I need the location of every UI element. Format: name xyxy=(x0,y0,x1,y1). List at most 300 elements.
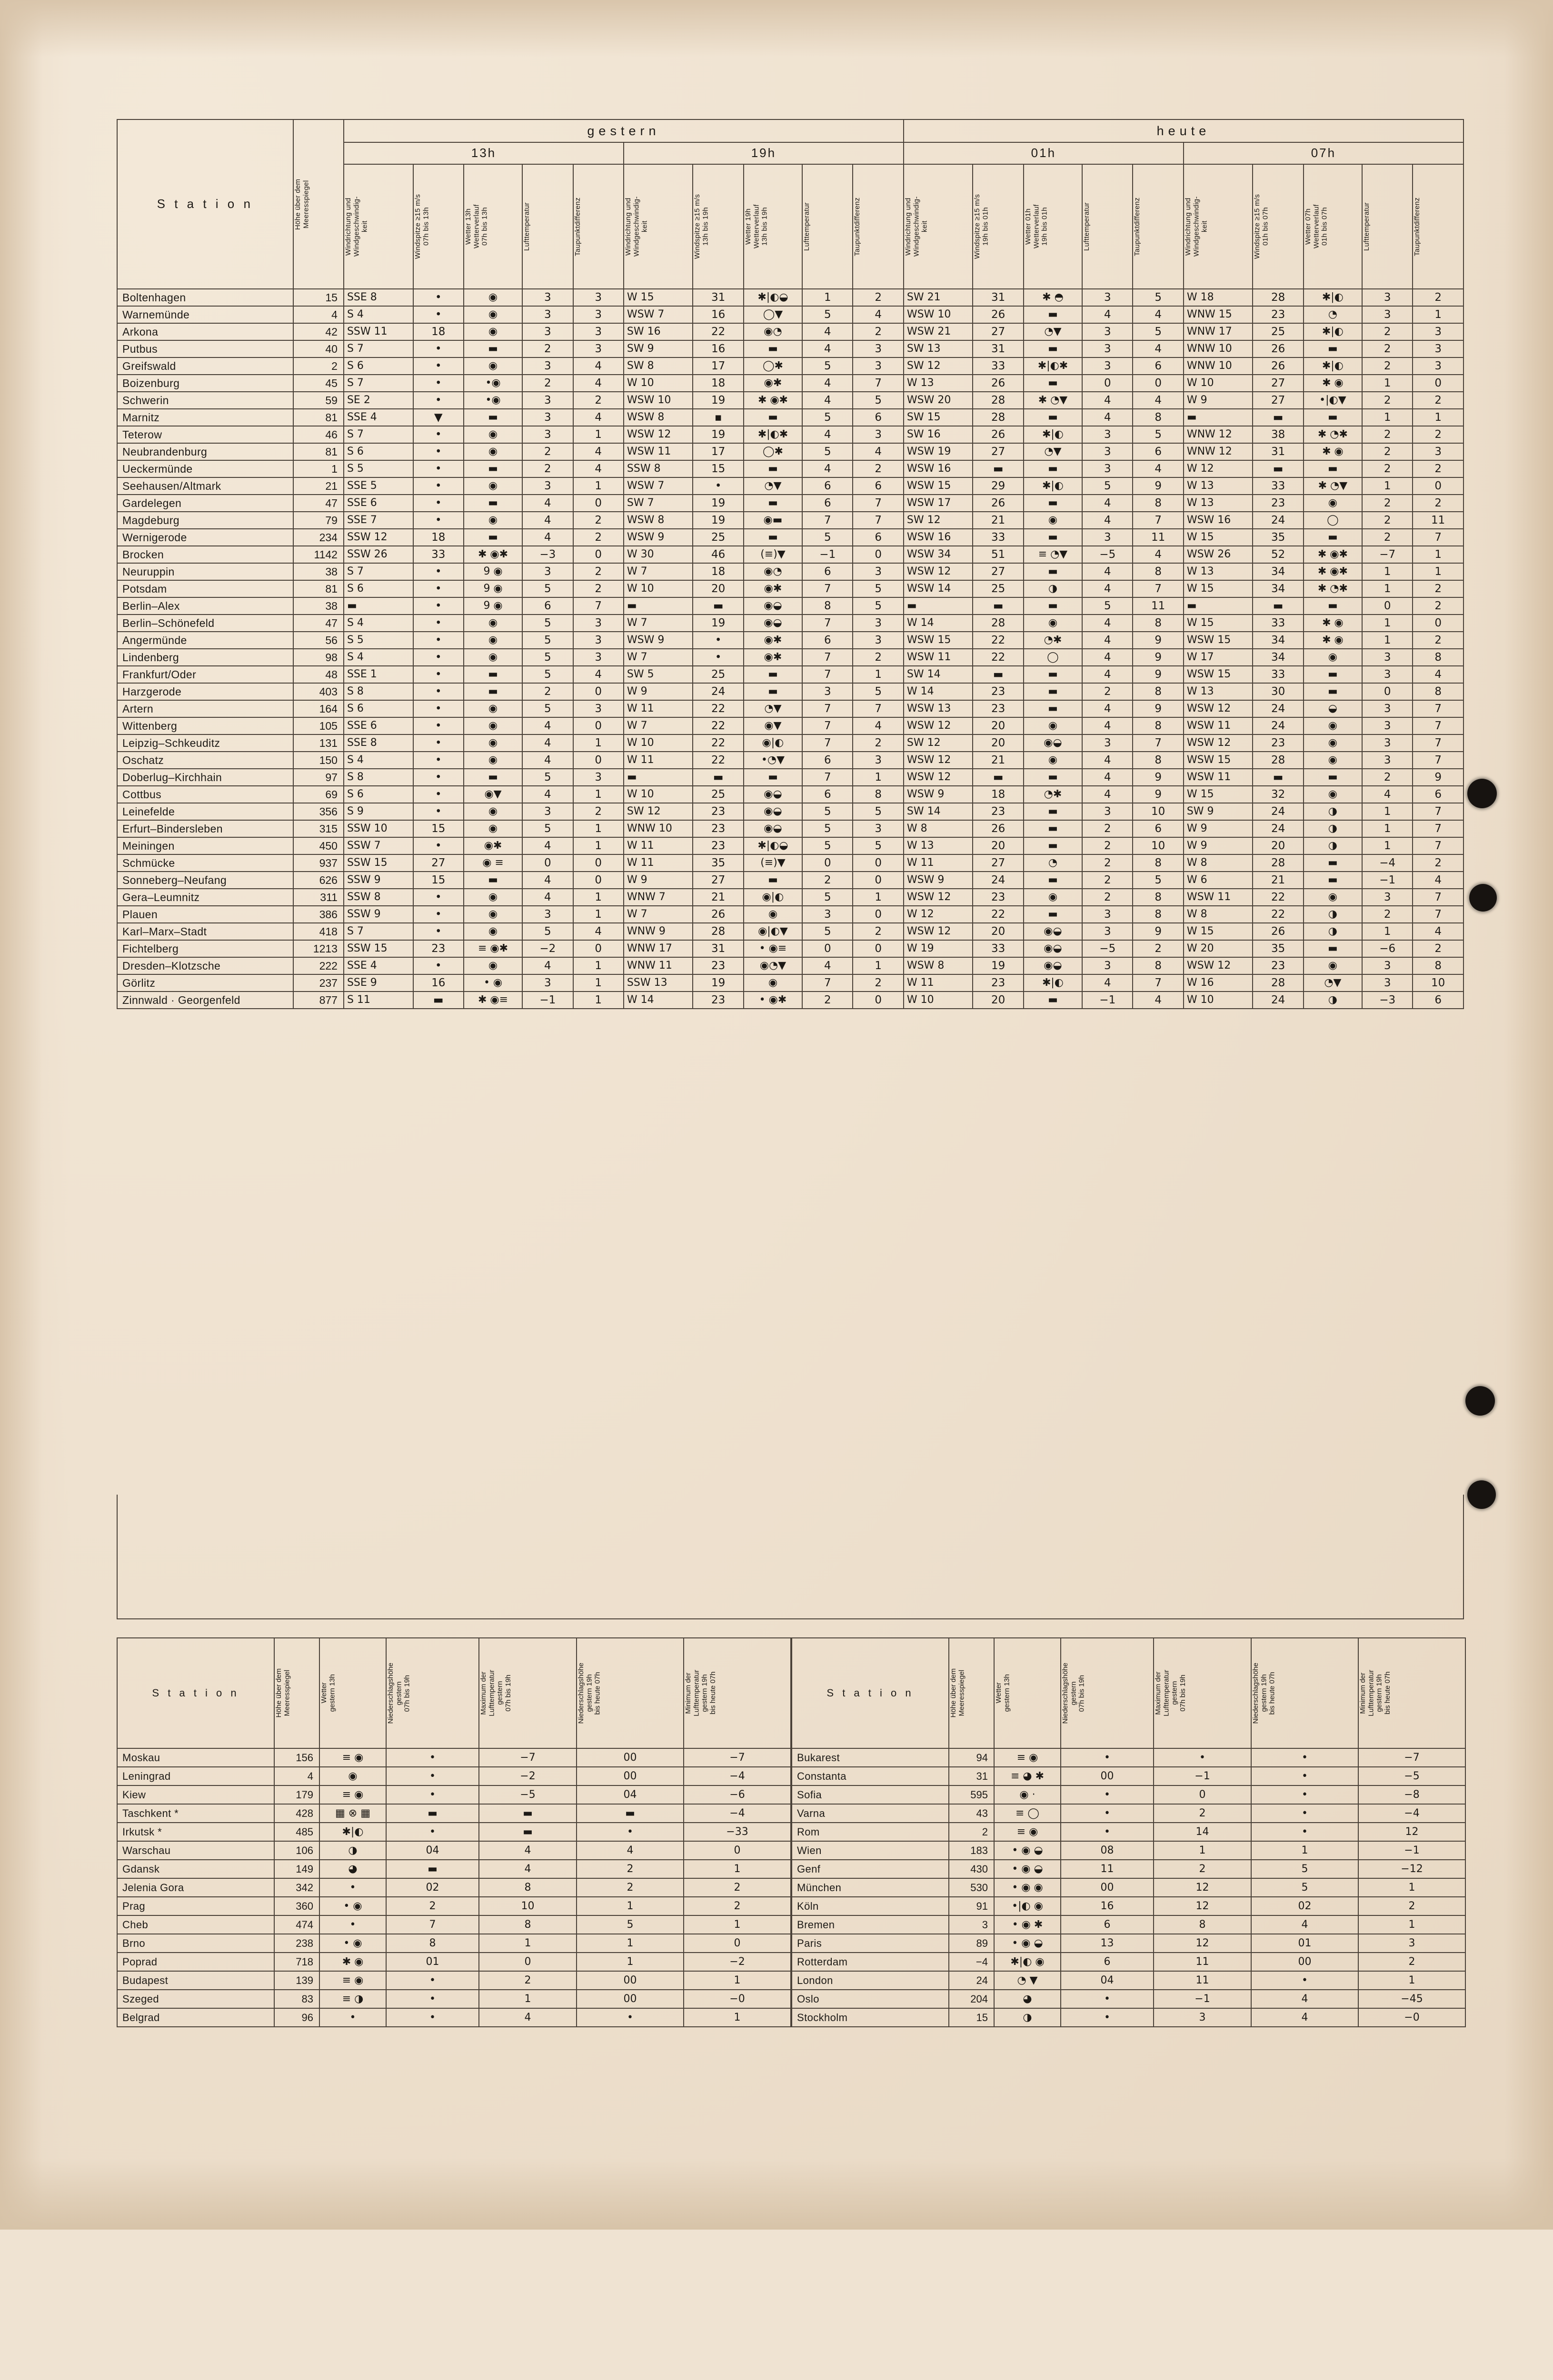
observation-cell: 23 xyxy=(973,700,1023,717)
observation-cell: 3 xyxy=(1082,426,1133,443)
observation-cell: 24 xyxy=(973,872,1023,889)
observation-cell: ◉ xyxy=(1304,717,1362,734)
observation-cell: W 14 xyxy=(904,615,973,632)
station-altitude: 403 xyxy=(293,683,344,700)
observation-cell: W 7 xyxy=(624,649,693,666)
observation-cell: 4 xyxy=(1413,872,1463,889)
observation-cell: S 6 xyxy=(344,786,413,803)
observation-cell: WSW 16 xyxy=(1184,512,1253,529)
observation-cell: ◑ xyxy=(1024,580,1082,597)
table-row xyxy=(792,1878,1465,1897)
station-altitude: 24 xyxy=(949,1971,994,1990)
observation-cell: SW 16 xyxy=(624,323,693,340)
observation-cell: ◯ xyxy=(1304,512,1362,529)
observation-cell: −4 xyxy=(684,1804,791,1823)
observation-cell: ▬ xyxy=(1024,992,1082,1009)
observation-cell: ◉ xyxy=(744,974,802,992)
observation-cell: ◯▼ xyxy=(744,306,802,323)
observation-cell: ▬ xyxy=(1304,940,1362,957)
observation-cell: W 15 xyxy=(1184,615,1253,632)
observation-cell: WSW 12 xyxy=(904,889,973,906)
table-row xyxy=(117,974,1463,992)
observation-cell: −5 xyxy=(1082,546,1133,563)
table-row xyxy=(117,992,1463,1009)
station-altitude: 150 xyxy=(293,752,344,769)
observation-cell: • xyxy=(413,717,464,734)
observation-cell: ▬ xyxy=(464,460,522,477)
observation-cell: 4 xyxy=(522,512,573,529)
observation-cell: 5 xyxy=(522,615,573,632)
observation-cell: • xyxy=(386,1971,479,1990)
observation-cell: 5 xyxy=(1251,1878,1358,1897)
station-name: Lindenberg xyxy=(117,649,293,666)
observation-cell: 7 xyxy=(1133,512,1183,529)
observation-cell: ≡ ◉ xyxy=(319,1748,386,1767)
time-header-13h: 13h xyxy=(344,142,624,164)
observation-cell: ▬ xyxy=(744,872,802,889)
observation-cell: 4 xyxy=(522,717,573,734)
observation-cell: ◉ xyxy=(464,632,522,649)
table-row xyxy=(792,1823,1465,1841)
observation-cell: 2 xyxy=(853,974,903,992)
observation-cell: 24 xyxy=(1253,992,1303,1009)
station-altitude: 15 xyxy=(293,289,344,306)
observation-cell: ≡ ◉ xyxy=(994,1748,1061,1767)
observation-cell: 4 xyxy=(522,495,573,512)
station-name: Leinefelde xyxy=(117,803,293,820)
observation-cell: 1 xyxy=(853,666,903,683)
observation-cell: WNW 17 xyxy=(1184,323,1253,340)
observation-cell: 3 xyxy=(573,649,624,666)
station-altitude: 418 xyxy=(293,923,344,940)
observation-cell: 5 xyxy=(802,529,853,546)
observation-cell: 25 xyxy=(693,786,743,803)
observation-cell: ◉ · xyxy=(994,1785,1061,1804)
observation-cell: 5 xyxy=(522,769,573,786)
station-altitude: 47 xyxy=(293,495,344,512)
observation-cell: 26 xyxy=(1253,923,1303,940)
station-altitude: 450 xyxy=(293,837,344,854)
table-row xyxy=(117,940,1463,957)
observation-cell: 28 xyxy=(1253,854,1303,872)
paper-edge-right xyxy=(1472,0,1553,2230)
observation-cell: W 13 xyxy=(904,837,973,854)
observation-cell: 3 xyxy=(1362,649,1413,666)
observation-cell: 7 xyxy=(853,495,903,512)
observation-cell: 7 xyxy=(853,700,903,717)
abroad-header-label: Wetter gestern 13h xyxy=(320,1674,337,1712)
observation-cell: SW 12 xyxy=(624,803,693,820)
observation-cell: 1 xyxy=(684,2008,791,2027)
observation-cell: 7 xyxy=(1413,889,1463,906)
observation-cell: 7 xyxy=(1413,837,1463,854)
observation-cell: 3 xyxy=(1362,289,1413,306)
observation-cell: 0 xyxy=(802,940,853,957)
station-altitude: 430 xyxy=(949,1860,994,1878)
observation-cell: 19 xyxy=(693,392,743,409)
observation-cell: 5 xyxy=(853,803,903,820)
observation-cell: 27 xyxy=(973,854,1023,872)
observation-cell: W 13 xyxy=(1184,683,1253,700)
observation-cell: 19 xyxy=(693,495,743,512)
observation-cell: 1 xyxy=(573,426,624,443)
measurement-header-17 xyxy=(1304,164,1362,289)
observation-cell: 01 xyxy=(386,1953,479,1971)
station-altitude: 15 xyxy=(949,2008,994,2027)
station-name: Brocken xyxy=(117,546,293,563)
observation-cell: 3 xyxy=(522,289,573,306)
observation-cell: 26 xyxy=(973,495,1023,512)
observation-cell: ✱|◐ xyxy=(1024,477,1082,495)
observation-cell: −1 xyxy=(1154,1767,1251,1785)
observation-cell: ◉◒ xyxy=(1024,957,1082,974)
observation-cell: 8 xyxy=(1133,752,1183,769)
observation-cell: 8 xyxy=(1133,409,1183,426)
station-name: Poprad xyxy=(117,1953,274,1971)
observation-cell: ✱ ◔▼ xyxy=(1024,392,1082,409)
observation-cell: SW 13 xyxy=(904,340,973,357)
station-altitude: 428 xyxy=(274,1804,319,1823)
table-row xyxy=(117,357,1463,375)
observation-cell: ◉|◐▼ xyxy=(744,923,802,940)
station-altitude: 94 xyxy=(949,1748,994,1767)
observation-cell: ◯ xyxy=(1024,649,1082,666)
measurement-header-6 xyxy=(693,164,743,289)
station-name: Wittenberg xyxy=(117,717,293,734)
observation-cell: • xyxy=(386,1767,479,1785)
observation-cell: W 12 xyxy=(904,906,973,923)
observation-cell: 26 xyxy=(1253,340,1303,357)
observation-cell: 9 ◉ xyxy=(464,597,522,615)
observation-cell: 17 xyxy=(693,443,743,460)
station-altitude: 937 xyxy=(293,854,344,872)
observation-cell: 22 xyxy=(693,734,743,752)
observation-cell: 8 xyxy=(1413,957,1463,974)
station-name: Fichtelberg xyxy=(117,940,293,957)
station-altitude: 626 xyxy=(293,872,344,889)
observation-cell: ✱ ◉ xyxy=(319,1953,386,1971)
table-row xyxy=(792,1897,1465,1915)
station-altitude: 31 xyxy=(949,1767,994,1785)
observation-cell: • xyxy=(1251,1804,1358,1823)
observation-cell: 9 xyxy=(1133,923,1183,940)
observation-cell: 3 xyxy=(573,632,624,649)
observation-cell: 5 xyxy=(1133,323,1183,340)
observation-cell: • xyxy=(319,1878,386,1897)
observation-cell: WSW 11 xyxy=(624,443,693,460)
observation-cell: W 15 xyxy=(1184,923,1253,940)
observation-cell: 4 xyxy=(1133,460,1183,477)
observation-cell: −3 xyxy=(1362,992,1413,1009)
observation-cell: 0 xyxy=(1413,615,1463,632)
observation-cell: WSW 13 xyxy=(904,700,973,717)
station-name: Sofia xyxy=(792,1785,949,1804)
observation-cell: 27 xyxy=(413,854,464,872)
table-row xyxy=(117,1990,791,2008)
observation-cell: ▬ xyxy=(1024,340,1082,357)
observation-cell: • xyxy=(577,1823,684,1841)
observation-cell: • ◉ xyxy=(319,1897,386,1915)
observation-cell: ▬ xyxy=(1024,563,1082,580)
observation-cell: 7 xyxy=(1413,906,1463,923)
punch-hole xyxy=(1465,1386,1495,1416)
observation-cell: W 9 xyxy=(1184,820,1253,837)
observation-cell: 2 xyxy=(573,512,624,529)
station-altitude: 81 xyxy=(293,443,344,460)
observation-cell: ◉ xyxy=(464,717,522,734)
observation-cell: 13 xyxy=(1061,1934,1154,1953)
observation-cell: S 4 xyxy=(344,306,413,323)
station-name: Angermünde xyxy=(117,632,293,649)
station-altitude: 485 xyxy=(274,1823,319,1841)
table-row xyxy=(117,615,1463,632)
table-row xyxy=(117,546,1463,563)
observation-cell: 28 xyxy=(1253,289,1303,306)
observation-cell: 3 xyxy=(1362,957,1413,974)
observation-cell: 3 xyxy=(1082,529,1133,546)
abroad-header-label: Niederschlagshöhe gestern 07h bis 19h xyxy=(1061,1662,1086,1724)
measurement-header-5 xyxy=(624,164,693,289)
station-name: Moskau xyxy=(117,1748,274,1767)
observation-cell: ◯✱ xyxy=(744,443,802,460)
observation-cell: 2 xyxy=(1413,854,1463,872)
observation-cell: SSW 9 xyxy=(344,906,413,923)
station-name: Artern xyxy=(117,700,293,717)
station-name: Marnitz xyxy=(117,409,293,426)
observation-cell: • ◉ xyxy=(464,974,522,992)
observation-cell: W 10 xyxy=(624,375,693,392)
altitude-column-header: Höhe über dem Meeresspiegel xyxy=(293,119,344,289)
observation-cell: ◉ xyxy=(464,426,522,443)
observation-cell: 3 xyxy=(1362,666,1413,683)
observation-cell: ◔✱ xyxy=(1024,632,1082,649)
observation-cell: 1 xyxy=(479,1990,577,2008)
observation-cell: ▬ xyxy=(744,683,802,700)
observation-cell: 27 xyxy=(1253,392,1303,409)
observation-cell: • xyxy=(413,289,464,306)
observation-cell: 5 xyxy=(522,666,573,683)
table-row xyxy=(792,1860,1465,1878)
table-row xyxy=(117,889,1463,906)
observation-cell: S 7 xyxy=(344,426,413,443)
observation-cell: 11 xyxy=(1061,1860,1154,1878)
weather-report-sheet xyxy=(117,119,1464,1009)
observation-cell: ✱ ◉✱ xyxy=(744,392,802,409)
observation-cell: ◉ xyxy=(1304,957,1362,974)
observation-cell: 3 xyxy=(853,615,903,632)
observation-cell: 38 xyxy=(1253,426,1303,443)
abroad-left-body xyxy=(117,1748,791,2027)
station-altitude: 69 xyxy=(293,786,344,803)
observation-cell: ◔▼ xyxy=(1024,323,1082,340)
observation-cell: −1 xyxy=(1154,1990,1251,2008)
observation-cell: −7 xyxy=(684,1748,791,1767)
observation-cell: 3 xyxy=(853,426,903,443)
observation-cell: (≡)▼ xyxy=(744,854,802,872)
observation-cell: 2 xyxy=(1362,443,1413,460)
observation-cell: W 8 xyxy=(904,820,973,837)
observation-cell: 31 xyxy=(973,340,1023,357)
observation-cell: ◉ ≡ xyxy=(464,854,522,872)
observation-cell: ✱ ◉✱ xyxy=(464,546,522,563)
observation-cell: WNW 10 xyxy=(624,820,693,837)
observation-cell: ▬ xyxy=(577,1804,684,1823)
observation-cell: • xyxy=(413,512,464,529)
observation-cell: • xyxy=(1061,2008,1154,2027)
main-observation-table xyxy=(117,119,1464,1009)
observation-cell: 7 xyxy=(802,717,853,734)
station-altitude: 718 xyxy=(274,1953,319,1971)
observation-cell: 33 xyxy=(413,546,464,563)
station-altitude: 183 xyxy=(949,1841,994,1860)
observation-cell: 22 xyxy=(693,717,743,734)
table-row xyxy=(117,769,1463,786)
abroad-tables xyxy=(117,1637,1464,2027)
abroad-header-3 xyxy=(1251,1638,1358,1748)
observation-cell: 3 xyxy=(573,323,624,340)
station-name: Köln xyxy=(792,1897,949,1915)
station-altitude: 530 xyxy=(949,1878,994,1897)
observation-cell: •|◐ ◉ xyxy=(994,1897,1061,1915)
observation-cell: 3 xyxy=(853,340,903,357)
observation-cell: 5 xyxy=(522,632,573,649)
observation-cell: 4 xyxy=(1251,2008,1358,2027)
station-altitude: 83 xyxy=(274,1990,319,2008)
observation-cell: S 7 xyxy=(344,923,413,940)
observation-cell: ▬ xyxy=(1304,597,1362,615)
observation-cell: ▼ xyxy=(413,409,464,426)
observation-cell: SW 14 xyxy=(904,666,973,683)
observation-cell: S 5 xyxy=(344,460,413,477)
observation-cell: ✱ ◉ xyxy=(1304,632,1362,649)
table-row xyxy=(117,580,1463,597)
observation-cell: 21 xyxy=(973,512,1023,529)
observation-cell: −1 xyxy=(802,546,853,563)
observation-cell: SSW 8 xyxy=(344,889,413,906)
observation-cell: 11 xyxy=(1133,529,1183,546)
observation-cell: S 6 xyxy=(344,700,413,717)
observation-cell: 12 xyxy=(1154,1878,1251,1897)
observation-cell: 0 xyxy=(1082,375,1133,392)
observation-cell: 34 xyxy=(1253,563,1303,580)
observation-cell: 1 xyxy=(1362,923,1413,940)
observation-cell: WSW 19 xyxy=(904,443,973,460)
observation-cell: WSW 15 xyxy=(1184,752,1253,769)
station-name: Neubrandenburg xyxy=(117,443,293,460)
observation-cell: 1 xyxy=(1362,632,1413,649)
observation-cell: 2 xyxy=(1413,392,1463,409)
measurement-header-15 xyxy=(1184,164,1253,289)
observation-cell: • xyxy=(413,734,464,752)
observation-cell: ✱ ◉✱ xyxy=(1304,563,1362,580)
observation-cell: 4 xyxy=(1082,495,1133,512)
observation-cell: S 4 xyxy=(344,752,413,769)
observation-cell: 2 xyxy=(573,392,624,409)
measurement-header-label: Windrichtung und Windgeschwindig- keit xyxy=(624,196,649,257)
measurement-header-1 xyxy=(413,164,464,289)
observation-cell: 2 xyxy=(853,923,903,940)
observation-cell: 2 xyxy=(1362,357,1413,375)
observation-cell: ◉ xyxy=(319,1767,386,1785)
observation-cell: ▬ xyxy=(1304,340,1362,357)
observation-cell: −7 xyxy=(1358,1748,1465,1767)
station-name: Wien xyxy=(792,1841,949,1860)
observation-cell: 1 xyxy=(573,992,624,1009)
observation-cell: W 11 xyxy=(624,700,693,717)
observation-cell: • xyxy=(413,700,464,717)
station-name: Meiningen xyxy=(117,837,293,854)
observation-cell: • xyxy=(413,889,464,906)
station-altitude: 877 xyxy=(293,992,344,1009)
station-name: Greifswald xyxy=(117,357,293,375)
observation-cell: ◉ xyxy=(464,700,522,717)
station-name: Brno xyxy=(117,1934,274,1953)
observation-cell: 26 xyxy=(973,820,1023,837)
observation-cell: 0 xyxy=(684,1841,791,1860)
observation-cell: 5 xyxy=(802,889,853,906)
measurement-header-label: Wetter 01h Wetterverlauf 19h bis 01h xyxy=(1024,204,1049,249)
observation-cell: 51 xyxy=(973,546,1023,563)
observation-cell: 2 xyxy=(522,375,573,392)
observation-cell: 0 xyxy=(573,752,624,769)
station-name: Belgrad xyxy=(117,2008,274,2027)
abroad-header-label: Minimum der Lufttemperatur gestern 19h bis heute 07h xyxy=(684,1670,717,1716)
station-altitude: 360 xyxy=(274,1897,319,1915)
observation-cell: 1 xyxy=(573,837,624,854)
observation-cell: 4 xyxy=(573,409,624,426)
measurement-header-9 xyxy=(853,164,903,289)
observation-cell: 35 xyxy=(1253,529,1303,546)
observation-cell: ✱ ◔▼ xyxy=(1304,477,1362,495)
observation-cell: SSE 6 xyxy=(344,717,413,734)
observation-cell: 2 xyxy=(479,1971,577,1990)
observation-cell: SW 5 xyxy=(624,666,693,683)
observation-cell: 2 xyxy=(1082,683,1133,700)
observation-cell: 4 xyxy=(802,392,853,409)
measurement-header-13 xyxy=(1082,164,1133,289)
station-name: Leningrad xyxy=(117,1767,274,1785)
observation-cell: 3 xyxy=(853,563,903,580)
observation-cell: 23 xyxy=(973,974,1023,992)
observation-cell: WSW 8 xyxy=(624,409,693,426)
observation-cell: 5 xyxy=(522,580,573,597)
observation-cell: 3 xyxy=(1082,443,1133,460)
table-row xyxy=(117,1953,791,1971)
observation-cell: WNW 12 xyxy=(1184,443,1253,460)
observation-cell: ≡ ◔▼ xyxy=(1024,546,1082,563)
observation-cell: 15 xyxy=(413,872,464,889)
observation-cell: WSW 15 xyxy=(904,632,973,649)
observation-cell: • xyxy=(413,906,464,923)
observation-cell: ◔ xyxy=(1304,306,1362,323)
observation-cell: S 8 xyxy=(344,769,413,786)
observation-cell: 1 xyxy=(1362,837,1413,854)
observation-cell: 5 xyxy=(802,803,853,820)
observation-cell: ▬ xyxy=(744,666,802,683)
station-name: Gdansk xyxy=(117,1860,274,1878)
observation-cell: −1 xyxy=(1358,1841,1465,1860)
station-name: Dresden–Klotzsche xyxy=(117,957,293,974)
observation-cell: 8 xyxy=(853,786,903,803)
observation-cell: SSW 26 xyxy=(344,546,413,563)
observation-cell: 7 xyxy=(1413,803,1463,820)
observation-cell: • xyxy=(1251,1748,1358,1767)
station-altitude: 59 xyxy=(293,392,344,409)
observation-cell: ▬ xyxy=(479,1804,577,1823)
observation-cell: • xyxy=(1061,1748,1154,1767)
observation-cell: ◉◒ xyxy=(744,820,802,837)
observation-cell: 7 xyxy=(1133,974,1183,992)
